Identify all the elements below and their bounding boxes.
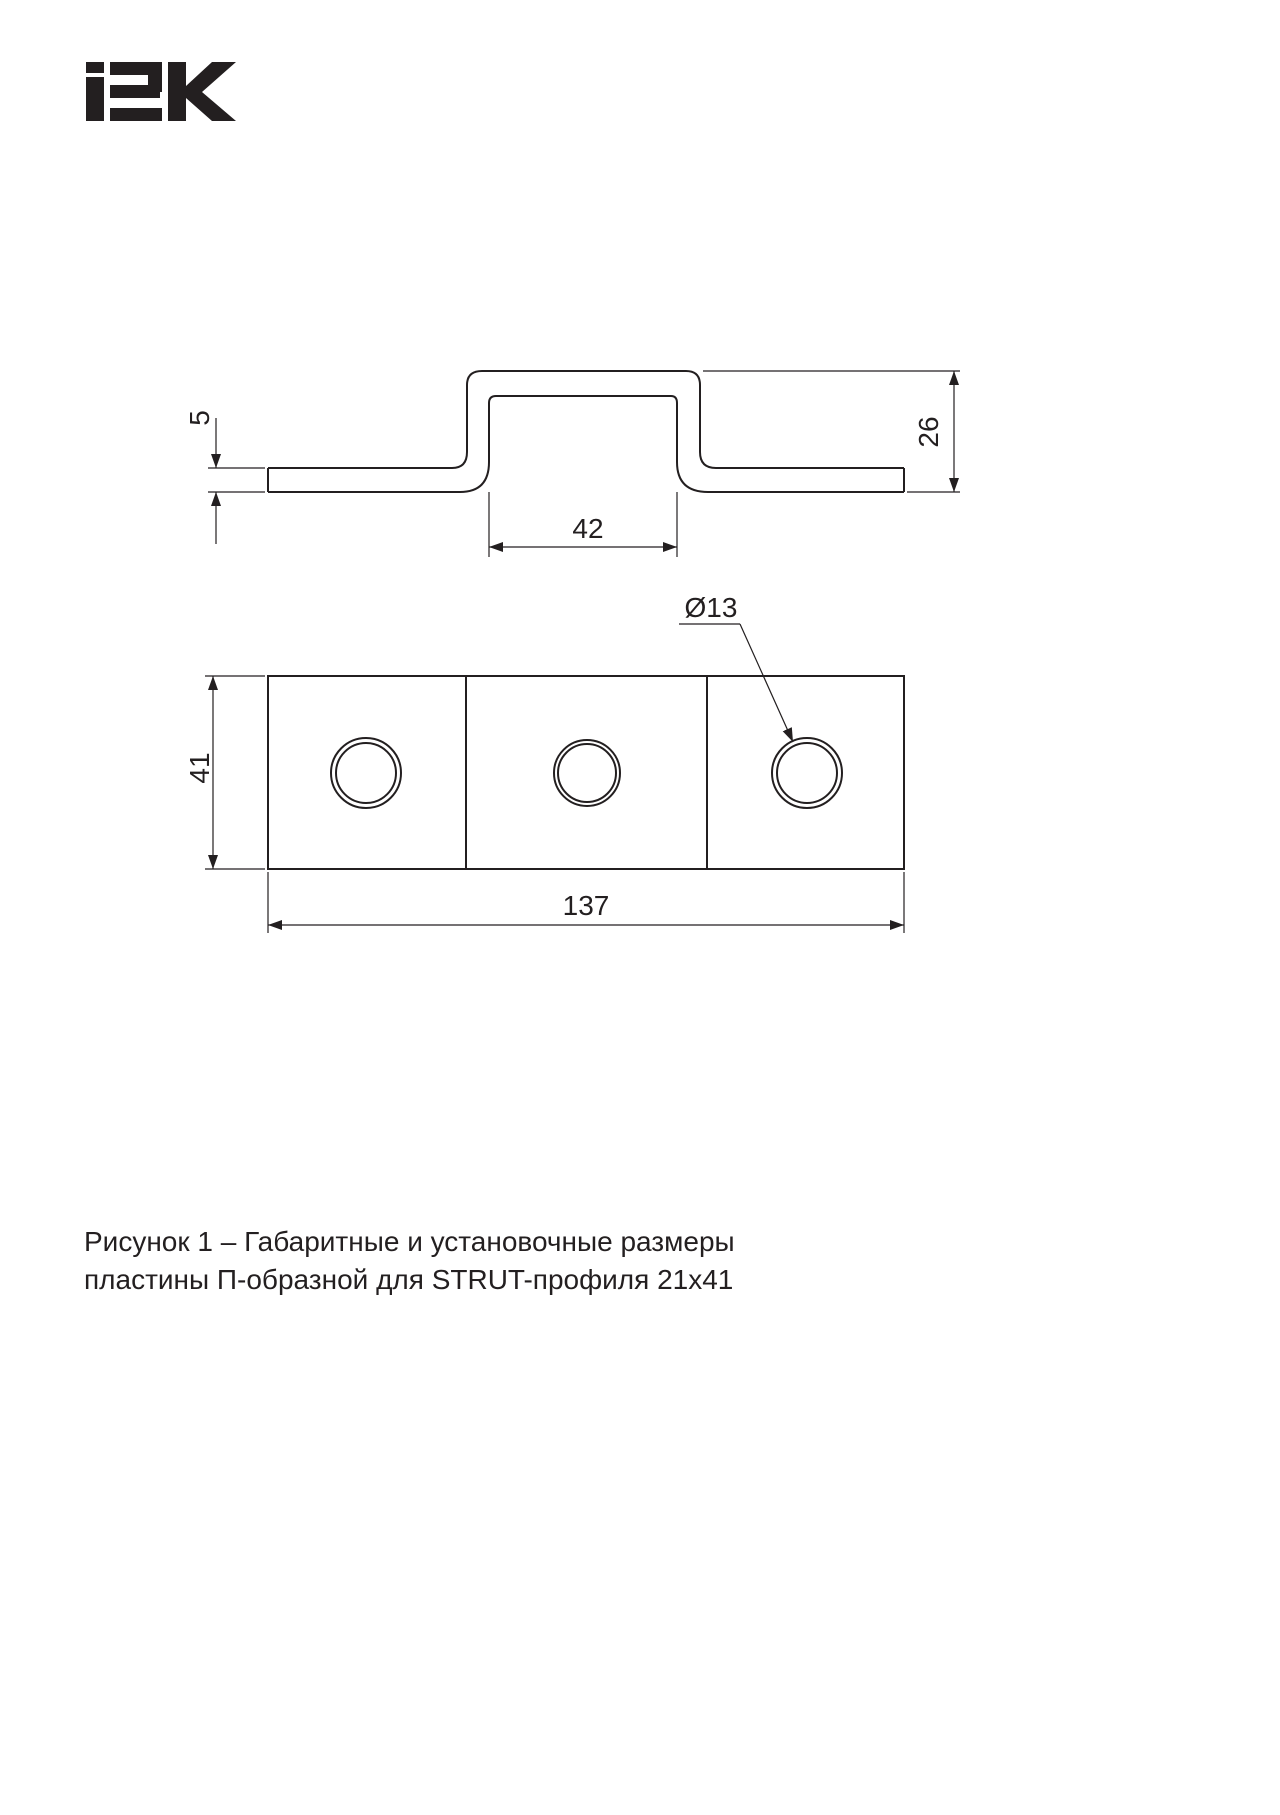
hole-center xyxy=(554,740,620,806)
label-width: 41 xyxy=(184,752,215,784)
label-hole-diameter: Ø13 xyxy=(684,592,738,623)
label-thickness: 5 xyxy=(184,410,215,426)
caption-line-2: пластины П-образной для STRUT-профиля 21x41 xyxy=(84,1264,734,1295)
caption-line-1: Рисунок 1 – Габаритные и установочные размеры xyxy=(84,1226,735,1257)
label-length: 137 xyxy=(562,890,610,921)
hole-left xyxy=(331,738,401,808)
dim-thickness xyxy=(208,418,265,544)
figure-caption xyxy=(84,1223,984,1299)
dim-hole-diameter xyxy=(679,624,793,742)
plan-view xyxy=(205,624,904,933)
plate-profile-outer xyxy=(268,371,904,468)
label-channel-width: 42 xyxy=(572,513,604,544)
hole-right xyxy=(772,738,842,808)
label-height: 26 xyxy=(913,416,944,448)
plate-outline xyxy=(268,676,904,869)
plate-profile-inner xyxy=(268,396,904,492)
